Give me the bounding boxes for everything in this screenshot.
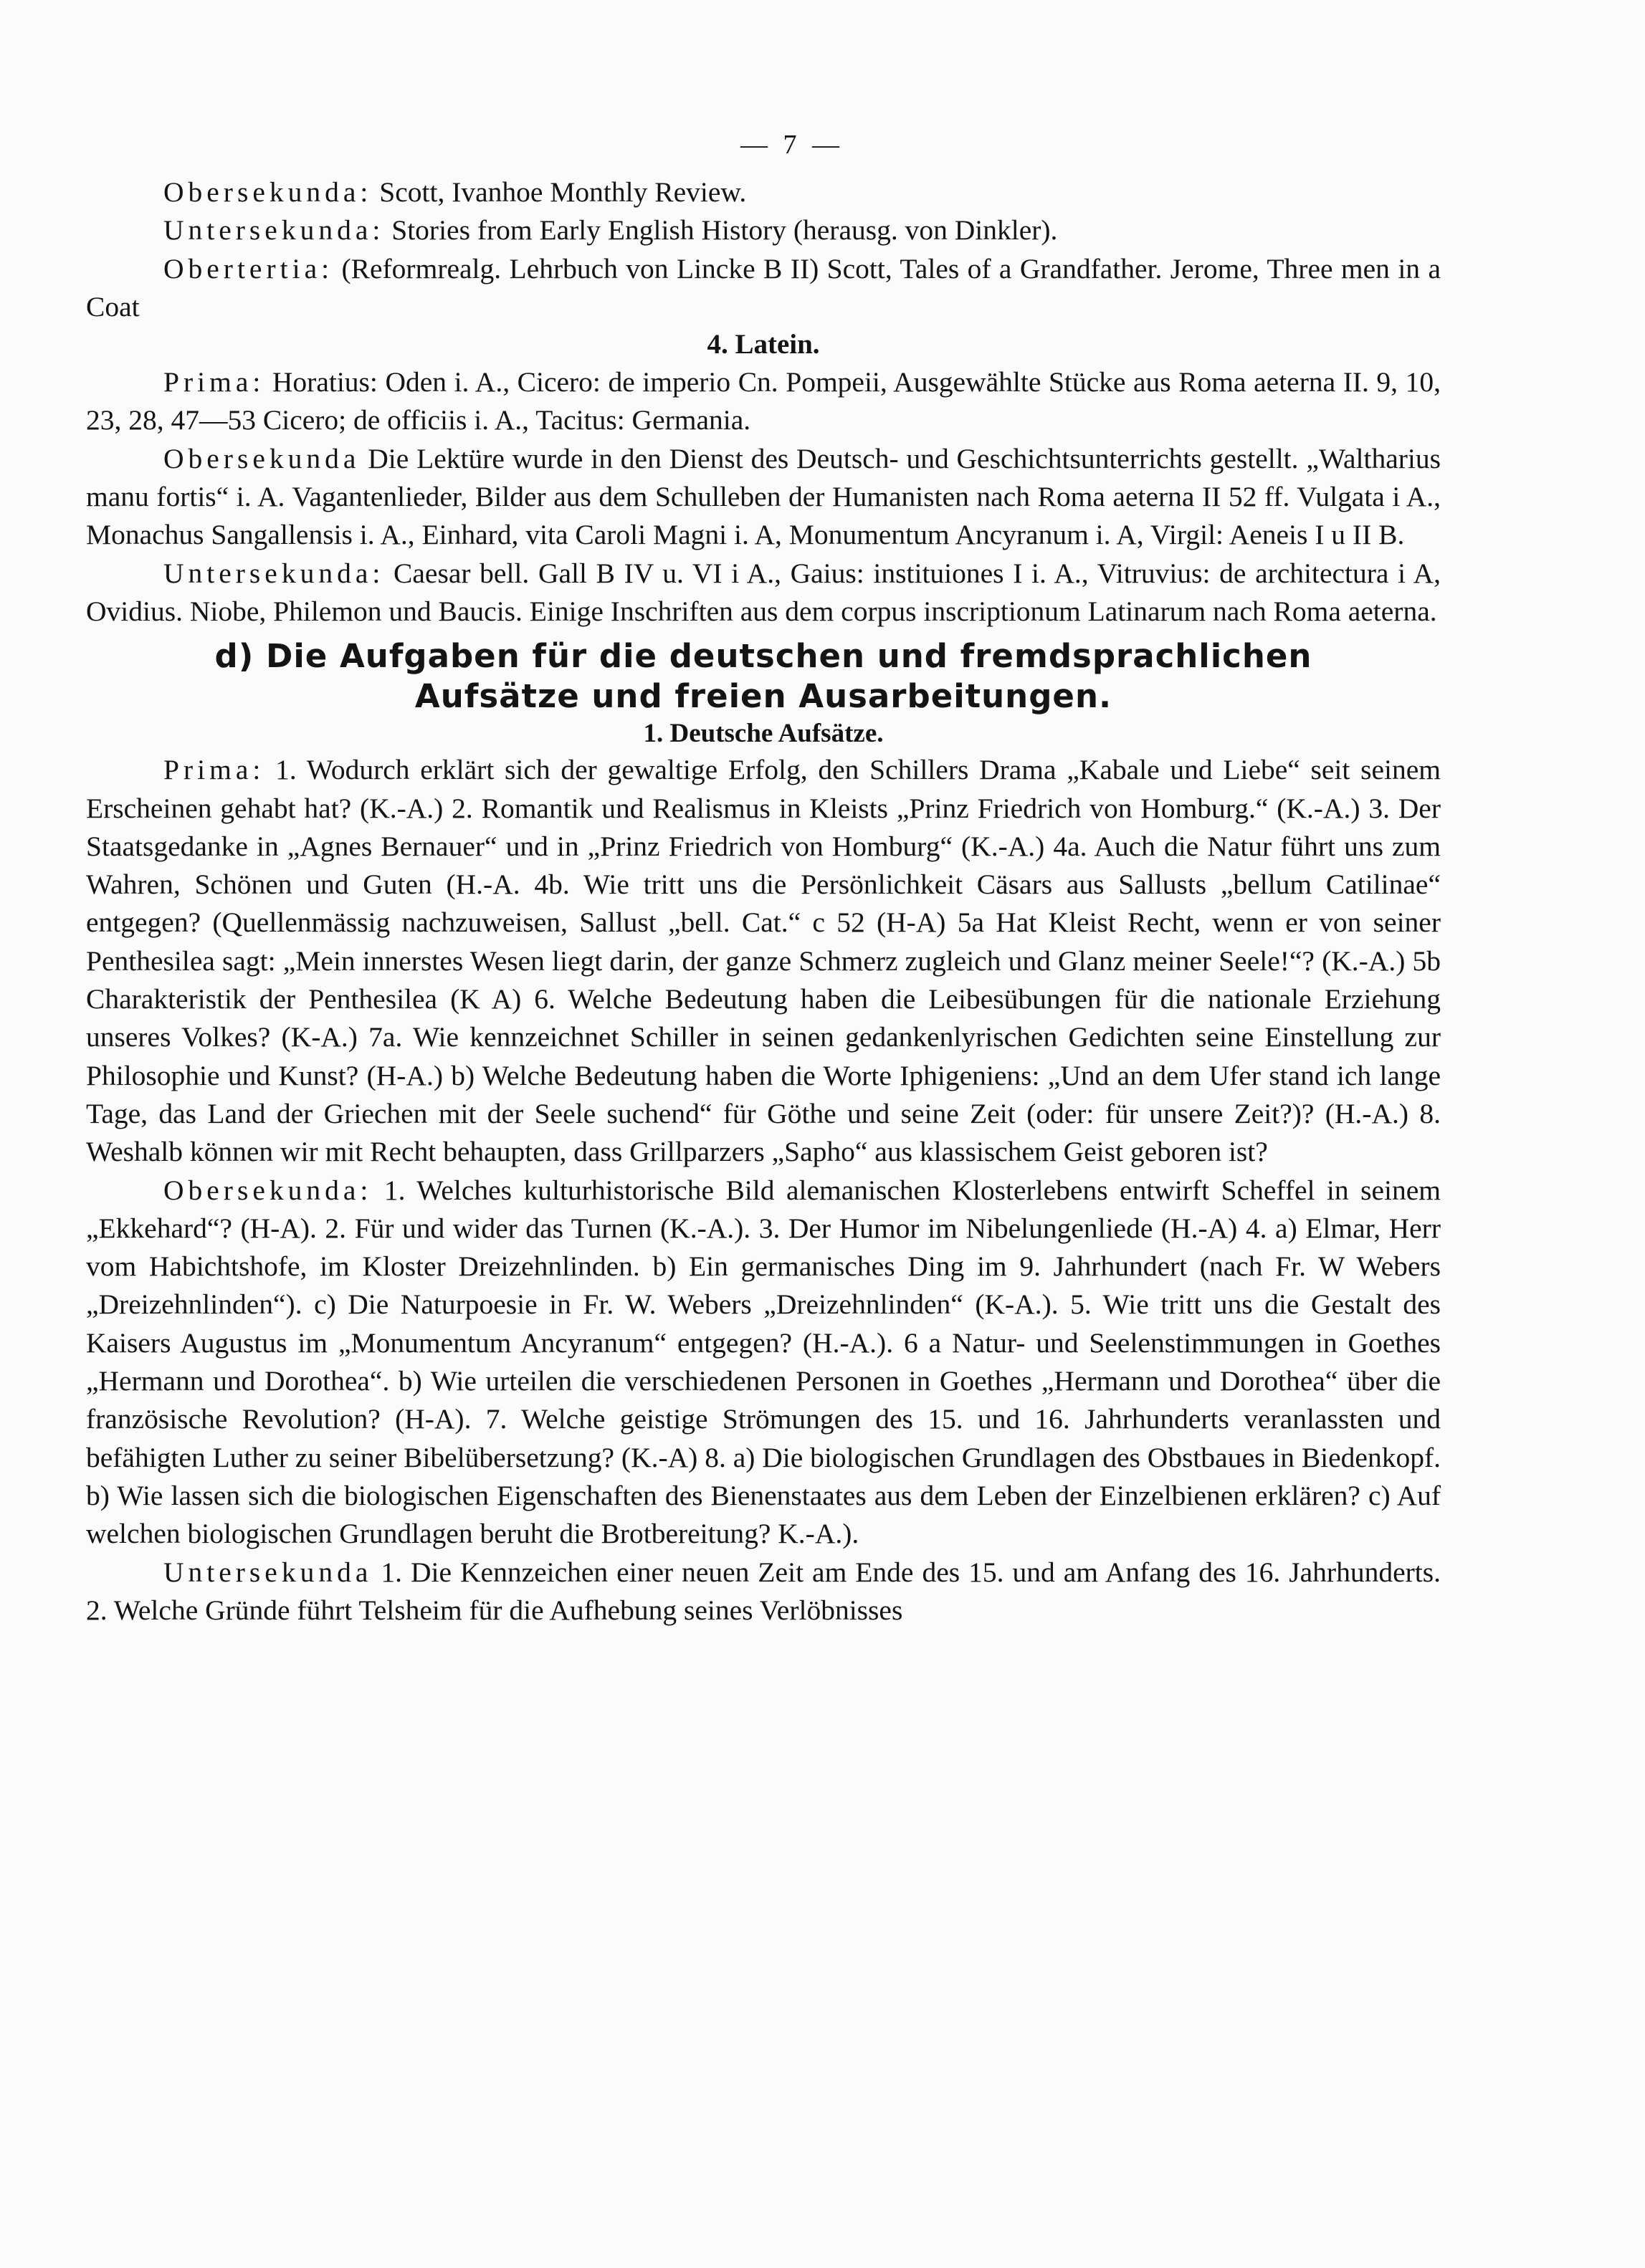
heading-line-2: Aufsätze und freien Ausarbeitungen. [414,677,1112,716]
paragraph-text: Die Lektüre wurde in den Dienst des Deutsch- und Geschichtsunterrichts gestellt. „Waltharius manu fortis“ i. A. Vagantenlieder, Bilder aus dem Schulleben der Humanisten nach Roma aeterna II 52 ff. Vulgata i A., Monachus Sangallensis i. A., Einhard, vita Caroli Magni i. A, Monumentum Ancyranum i. A, Virgil: Aeneis I u II B. [86,442,1441,551]
paragraph-obersekunda-english [86,173,1441,211]
subsection-heading-deutsche-aufsaetze: 1. Deutsche Aufsätze. [643,719,884,749]
paragraph-text: (Reformrealg. Lehrbuch von Lincke B II) Scott, Tales of a Grandfather. Jerome, Three men in a Coat [86,252,1441,322]
paragraph-obertertia-english [86,250,1441,327]
class-label: Obersekunda [163,442,361,474]
class-label: Obersekunda: [163,1174,373,1206]
paragraph-text: Scott, Ivanhoe Monthly Review. [379,176,747,208]
class-label: Prima: [163,366,265,398]
paragraph-untersekunda-latein [86,555,1441,631]
paragraph-text: Caesar bell. Gall B IV u. VI i A., Gaius: instituiones I i. A., Vitruvius: de architectura i A, Ovidius. Niobe, Philemon und Baucis. Einige Inschriften aus dem corpus inscriptionum Latinarum nach Roma aeterna. [86,557,1441,627]
paragraph-prima-latein [86,363,1441,440]
class-label: Obersekunda: [163,176,373,208]
paragraph-prima-aufsaetze [86,751,1441,1171]
paragraph-text: Horatius: Oden i. A., Cicero: de imperio Cn. Pompeii, Ausgewählte Stücke aus Roma aeterna II. 9, 10, 23, 28, 47—53 Cicero; de officiis i. A., Tacitus: Germania. [86,366,1441,436]
class-label: Untersekunda: [163,214,385,247]
heading-line-1: d) Die Aufgaben für die deutschen und fremdsprachlichen [214,637,1312,676]
section-heading-aufgaben [86,636,1441,717]
class-label: Prima: [163,754,265,786]
class-label: Obertertia: [163,252,334,284]
paragraph-text: 1. Die Kennzeichen einer neuen Zeit am Ende des 15. und am Anfang des 16. Jahrhunderts. 2. Welche Gründe führt Telsheim für die Aufhebung seines Verlöbnisses [86,1556,1441,1626]
paragraph-text: 1. Welches kulturhistorische Bild alemanischen Klosterlebens entwirft Scheffel in seinem „Ekkehard“? (H-A). 2. Für und wider das Turnen (K.-A.). 3. Der Humor im Nibelungenliede (H.-A) 4. a) Elmar, Herr vom Habichtshofe, im Kloster Dreizehnlinden. b) Ein germanisches Ding im 9. Jahrhundert (nach Fr. W Webers „Dreizehnlinden“). c) Die Naturpoesie in Fr. W. Webers „Dreizehnlinden“ (K-A.). 5. Wie tritt uns die Gestalt des Kaisers Augustus im „Monumentum Ancyranum“ entgegen? (H.-A.). 6 a Natur- und Seelenstimmungen in Goethes „Hermann und Dorothea“. b) Wie urteilen die verschiedenen Personen in Goethes „Hermann und Dorothea“ über die französische Revolution? (H-A). 7. Welche geistige Strömungen des 15. und 16. Jahrhunderts veranlassten und befähigten Luther zu seiner Bibelübersetzung? (K.-A) 8. a) Die biologischen Grundlagen des Obstbaues in Biedenkopf. b) Wie lassen sich die biologischen Eigenschaften des Bienenstaates aus dem Leben der Einzelbienen erklären? c) Auf welchen biologischen Grundlagen beruht die Brotbereitung? K.-A.). [86,1174,1441,1550]
paragraph-obersekunda-aufsaetze [86,1172,1441,1554]
paragraph-obersekunda-latein [86,440,1441,555]
paragraph-text: 1. Wodurch erklärt sich der gewaltige Erfolg, den Schillers Drama „Kabale und Liebe“ seit seinem Erscheinen gehabt hat? (K.-A.) 2. Romantik und Realismus in Kleists „Prinz Friedrich von Homburg.“ (K.-A.) 3. Der Staatsgedanke in „Agnes Bernauer“ und in „Prinz Friedrich von Homburg“ (K.-A.) 4a. Auch die Natur führt uns zum Wahren, Schönen und Guten (H.-A. 4b. Wie tritt uns die Persönlichkeit Cäsars aus Sallusts „bellum Catilinae“ entgegen? (Quellenmässig nachzuweisen, Sallust „bell. Cat.“ c 52 (H-A) 5a Hat Kleist Recht, wenn er von seiner Penthesilea sagt: „Mein innerstes Wesen liegt darin, der ganze Schmerz zugleich und Glanz meiner Seele!“? (K.-A.) 5b Charakteristik der Penthesilea (K A) 6. Welche Bedeutung haben die Leibesübungen für die nationale Erziehung unseres Volkes? (K-A.) 7a. Wie kennzeichnet Schiller in seinen gedankenlyrischen Gedichten seine Einstellung zur Philosophie und Kunst? (H-A.) b) Welche Bedeutung haben die Worte Iphigeniens: „Und an dem Ufer stand ich lange Tage, das Land der Griechen mit der Seele suchend“ für Göthe und seine Zeit (oder: für unsere Zeit?)? (H.-A.) 8. Weshalb können wir mit Recht behaupten, dass Grillparzers „Sapho“ aus klassischem Geist geboren ist? [86,754,1441,1168]
paragraph-text: Stories from Early English History (herausg. von Dinkler). [391,214,1058,247]
page-number: — 7 — [740,130,844,160]
class-label: Untersekunda [163,1556,373,1588]
class-label: Untersekunda: [163,557,385,589]
paragraph-untersekunda-english [86,211,1441,249]
page [86,129,1441,1630]
paragraph-untersekunda-aufsaetze [86,1554,1441,1630]
section-heading-latein: 4. Latein. [707,329,820,360]
